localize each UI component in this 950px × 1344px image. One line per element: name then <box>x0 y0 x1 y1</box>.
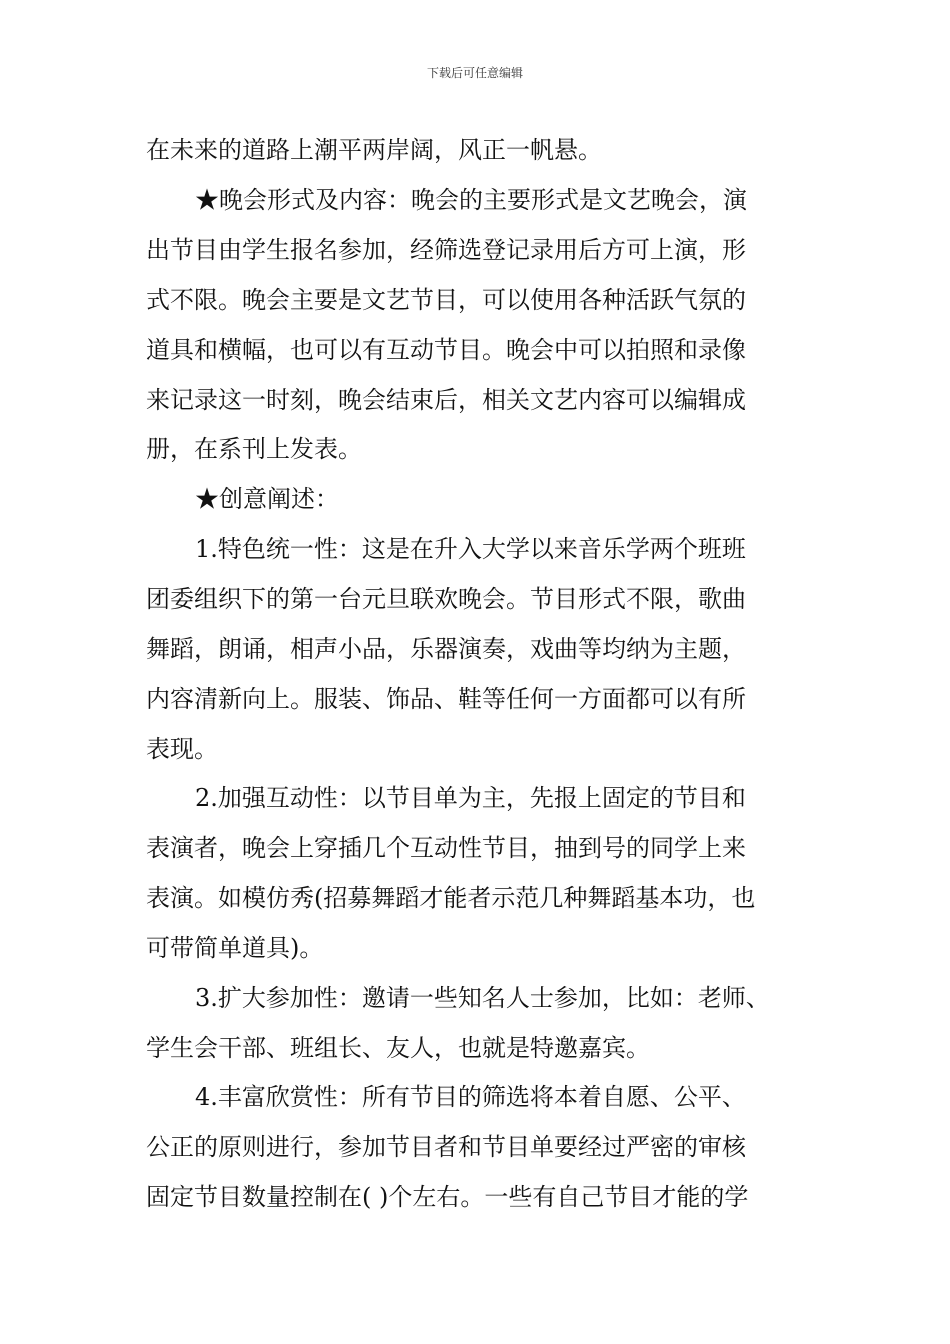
text-line: 出节目由学生报名参加，经筛选登记录用后方可上演，形 <box>146 236 746 264</box>
list-item-2-start: 2.加强互动性：以节目单为主，先报上固定的节目和 <box>195 784 746 812</box>
text-line: 式不限。晚会主要是文艺节目，可以使用各种活跃气氛的 <box>146 286 746 314</box>
text-line: 在未来的道路上潮平两岸阔，风正一帆悬。 <box>146 136 602 164</box>
text-line: 固定节目数量控制在( )个左右。一些有自己节目才能的学 <box>146 1183 749 1211</box>
text-line: 公正的原则进行，参加节目者和节目单要经过严密的审核 <box>146 1133 746 1161</box>
text-line: 道具和横幅，也可以有互动节目。晚会中可以拍照和录像 <box>146 336 746 364</box>
text-line: 表演。如模仿秀(招募舞蹈才能者示范几种舞蹈基本功，也 <box>146 884 756 912</box>
list-item-4-start: 4.丰富欣赏性：所有节目的筛选将本着自愿、公平、 <box>195 1083 746 1111</box>
text-line: 表演者，晚会上穿插几个互动性节目，抽到号的同学上来 <box>146 834 746 862</box>
text-line: 学生会干部、班组长、友人，也就是特邀嘉宾。 <box>146 1034 650 1062</box>
section-heading-format: ★晚会形式及内容：晚会的主要形式是文艺晚会，演 <box>195 186 747 214</box>
section-heading-creative: ★创意阐述： <box>195 485 339 513</box>
text-line: 册，在系刊上发表。 <box>146 435 362 463</box>
text-line: 可带简单道具)。 <box>146 934 324 962</box>
page-header: 下载后可任意编辑 <box>426 66 523 80</box>
text-line: 团委组织下的第一台元旦联欢晚会。节目形式不限，歌曲 <box>146 585 746 613</box>
list-item-1-start: 1.特色统一性：这是在升入大学以来音乐学两个班班 <box>195 535 746 563</box>
text-line: 表现。 <box>146 735 218 763</box>
text-line: 内容清新向上。服装、饰品、鞋等任何一方面都可以有所 <box>146 685 746 713</box>
text-line: 来记录这一时刻，晚会结束后，相关文艺内容可以编辑成 <box>146 386 746 414</box>
text-line: 舞蹈，朗诵，相声小品，乐器演奏，戏曲等均纳为主题， <box>146 635 746 663</box>
list-item-3-start: 3.扩大参加性：邀请一些知名人士参加，比如：老师、 <box>195 984 770 1012</box>
